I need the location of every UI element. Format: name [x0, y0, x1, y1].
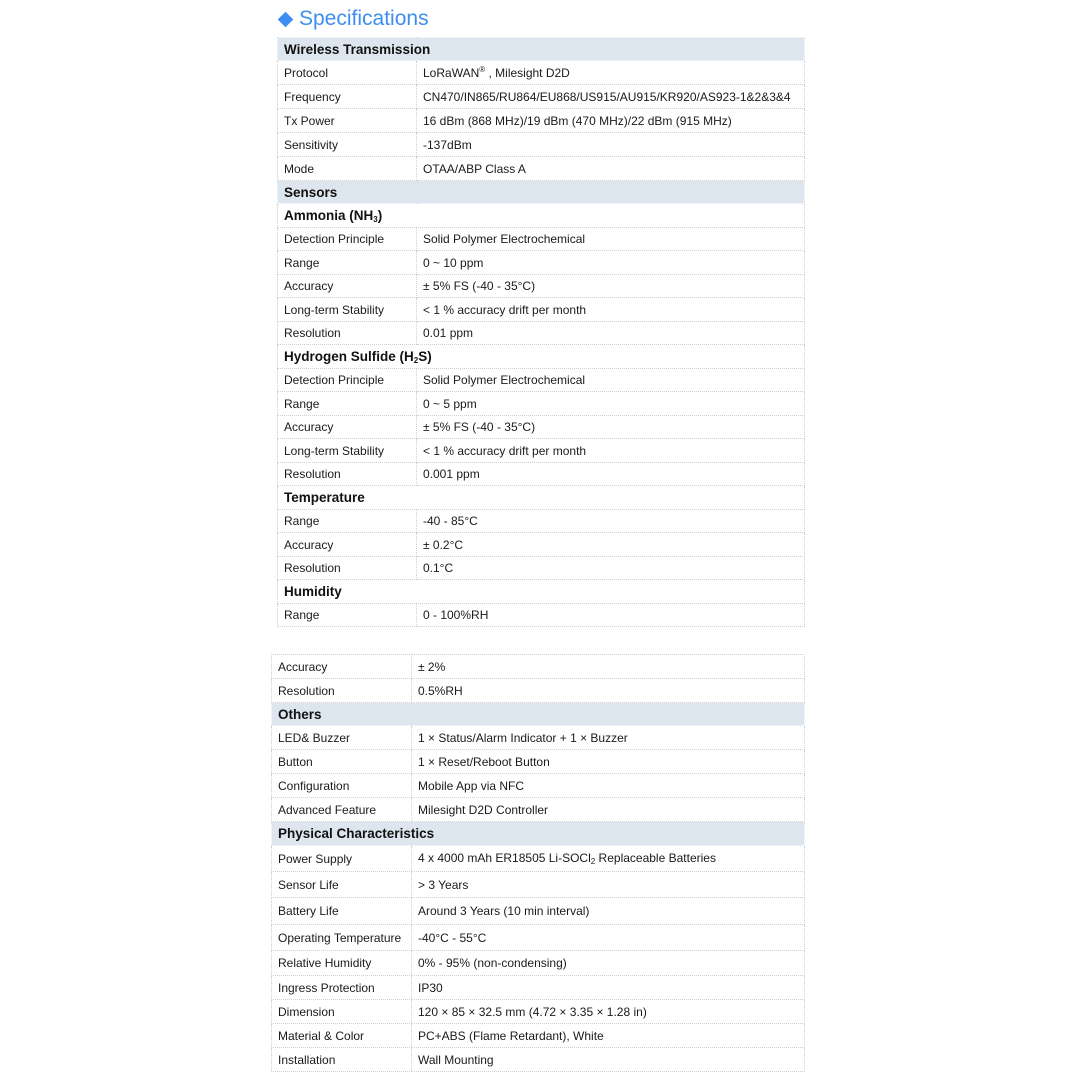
table-row — [278, 157, 805, 181]
spec-value: 1 × Status/Alarm Indicator + 1 × Buzzer — [412, 726, 805, 750]
subsection-ammonia — [278, 204, 805, 228]
spec-label: LED& Buzzer — [272, 726, 412, 750]
spec-value: ± 5% FS (-40 - 35°C) — [417, 416, 805, 439]
spec-value: ± 2% — [412, 655, 805, 679]
spec-value: > 3 Years — [412, 872, 805, 898]
spec-table-page-2 — [271, 654, 805, 1072]
section-header — [278, 38, 805, 61]
spec-label: Resolution — [278, 322, 417, 345]
table-row — [272, 655, 805, 679]
table-row — [278, 251, 805, 275]
spec-label: Accuracy — [278, 533, 417, 557]
table-row — [272, 1000, 805, 1024]
spec-value: ± 5% FS (-40 - 35°C) — [417, 275, 805, 298]
spec-value: OTAA/ABP Class A — [417, 157, 805, 181]
spec-value: CN470/IN865/RU864/EU868/US915/AU915/KR920/AS923-1&2&3&4 — [417, 85, 805, 109]
power-value-sub: 2 — [590, 857, 596, 866]
table-row — [278, 275, 805, 298]
spec-label: Operating Temperature — [272, 925, 412, 951]
spec-value: 0.001 ppm — [417, 463, 805, 486]
spec-label: Advanced Feature — [272, 798, 412, 822]
spec-value: 0.01 ppm — [417, 322, 805, 345]
spec-label: Detection Principle — [278, 228, 417, 251]
table-row — [278, 557, 805, 580]
registered-mark: ® — [479, 65, 486, 74]
table-row — [278, 392, 805, 416]
spec-value: 16 dBm (868 MHz)/19 dBm (470 MHz)/22 dBm (915 MHz) — [417, 109, 805, 133]
spec-label: Mode — [278, 157, 417, 181]
table-row — [272, 750, 805, 774]
spec-value: 0.1°C — [417, 557, 805, 580]
spec-value: Mobile App via NFC — [412, 774, 805, 798]
spec-label: Battery Life — [272, 898, 412, 925]
table-row — [278, 533, 805, 557]
spec-value: Solid Polymer Electrochemical — [417, 228, 805, 251]
subsection-header — [278, 345, 805, 369]
page-title — [277, 4, 429, 34]
spec-label: Sensor Life — [272, 872, 412, 898]
section-header — [272, 822, 805, 846]
table-row — [272, 872, 805, 898]
spec-label: Accuracy — [272, 655, 412, 679]
table-row — [272, 898, 805, 925]
protocol-value-a: LoRaWAN — [423, 66, 480, 80]
subsection-header — [278, 486, 805, 510]
table-row — [278, 85, 805, 109]
spec-label: Detection Principle — [278, 369, 417, 392]
spec-value: -40 - 85°C — [417, 510, 805, 533]
table-row — [278, 463, 805, 486]
power-value-a: 4 x 4000 mAh ER18505 Li-SOCl — [418, 851, 591, 865]
section-header — [272, 703, 805, 726]
spec-table-page-1 — [277, 37, 805, 627]
table-row — [278, 298, 805, 322]
subsection-temperature: Temperature — [278, 486, 805, 510]
spec-label: Range — [278, 510, 417, 533]
h2s-title-sub: 2 — [413, 355, 419, 365]
power-value-b: Replaceable Batteries — [595, 851, 716, 865]
h2s-title-b: S) — [418, 348, 432, 364]
spec-label: Material & Color — [272, 1024, 412, 1048]
spec-label: Relative Humidity — [272, 951, 412, 976]
section-wireless: Wireless Transmission — [278, 38, 805, 61]
spec-value: 0.5%RH — [412, 679, 805, 703]
spec-label: Long-term Stability — [278, 439, 417, 463]
spec-value: 0 ~ 5 ppm — [417, 392, 805, 416]
table-row — [272, 1048, 805, 1072]
spec-value: -137dBm — [417, 133, 805, 157]
ammonia-title-a: Ammonia (NH — [284, 207, 374, 223]
spec-label: Dimension — [272, 1000, 412, 1024]
page-title-text: Specifications — [299, 7, 429, 30]
spec-label: Sensitivity — [278, 133, 417, 157]
table-row — [272, 1024, 805, 1048]
spec-label: Range — [278, 251, 417, 275]
spec-label: Accuracy — [278, 416, 417, 439]
table-row — [272, 679, 805, 703]
table-row — [278, 416, 805, 439]
spec-label: Configuration — [272, 774, 412, 798]
spec-label: Range — [278, 604, 417, 627]
spec-label: Protocol — [278, 61, 417, 85]
spec-value: 120 × 85 × 32.5 mm (4.72 × 3.35 × 1.28 in) — [412, 1000, 805, 1024]
spec-value: Wall Mounting — [412, 1048, 805, 1072]
section-sensors: Sensors — [278, 181, 805, 204]
h2s-title-a: Hydrogen Sulfide (H — [284, 348, 414, 364]
subsection-h2s — [278, 345, 805, 369]
table-row — [278, 322, 805, 345]
spec-value: < 1 % accuracy drift per month — [417, 298, 805, 322]
section-physical: Physical Characteristics — [272, 822, 805, 846]
subsection-header — [278, 204, 805, 228]
spec-value: Solid Polymer Electrochemical — [417, 369, 805, 392]
table-row — [272, 976, 805, 1000]
table-row — [272, 925, 805, 951]
ammonia-title-sub: 3 — [373, 214, 378, 224]
spec-value: -40°C - 55°C — [412, 925, 805, 951]
table-row — [278, 369, 805, 392]
spec-label: Accuracy — [278, 275, 417, 298]
spec-value: PC+ABS (Flame Retardant), White — [412, 1024, 805, 1048]
table-row — [278, 133, 805, 157]
spec-label: Ingress Protection — [272, 976, 412, 1000]
table-row — [278, 61, 805, 85]
table-row — [278, 604, 805, 627]
table-row — [278, 109, 805, 133]
spec-label: Long-term Stability — [278, 298, 417, 322]
spec-value: 0 - 100%RH — [417, 604, 805, 627]
spec-label: Power Supply — [272, 846, 412, 872]
section-others: Others — [272, 703, 805, 726]
diamond-icon — [278, 11, 294, 27]
spec-value: Around 3 Years (10 min interval) — [412, 898, 805, 925]
table-row — [272, 846, 805, 872]
table-row — [272, 726, 805, 750]
spec-label: Resolution — [278, 557, 417, 580]
table-row — [278, 510, 805, 533]
spec-value — [417, 61, 805, 85]
spec-label: Resolution — [272, 679, 412, 703]
spec-value: 0 ~ 10 ppm — [417, 251, 805, 275]
spec-value: 0% - 95% (non-condensing) — [412, 951, 805, 976]
spec-label: Frequency — [278, 85, 417, 109]
table-row — [278, 228, 805, 251]
spec-label: Range — [278, 392, 417, 416]
spec-value: < 1 % accuracy drift per month — [417, 439, 805, 463]
spec-label: Resolution — [278, 463, 417, 486]
section-header — [278, 181, 805, 204]
spec-value: ± 0.2°C — [417, 533, 805, 557]
spec-label: Button — [272, 750, 412, 774]
protocol-value-b: , Milesight D2D — [485, 66, 570, 80]
spec-value: 1 × Reset/Reboot Button — [412, 750, 805, 774]
spec-label: Installation — [272, 1048, 412, 1072]
ammonia-title-b: ) — [377, 207, 383, 223]
spec-value — [412, 846, 805, 872]
table-row — [272, 774, 805, 798]
subsection-header — [278, 580, 805, 604]
table-row — [272, 951, 805, 976]
spec-value: Milesight D2D Controller — [412, 798, 805, 822]
table-row — [278, 439, 805, 463]
table-row — [272, 798, 805, 822]
spec-label: Tx Power — [278, 109, 417, 133]
subsection-humidity: Humidity — [278, 580, 805, 604]
spec-value: IP30 — [412, 976, 805, 1000]
